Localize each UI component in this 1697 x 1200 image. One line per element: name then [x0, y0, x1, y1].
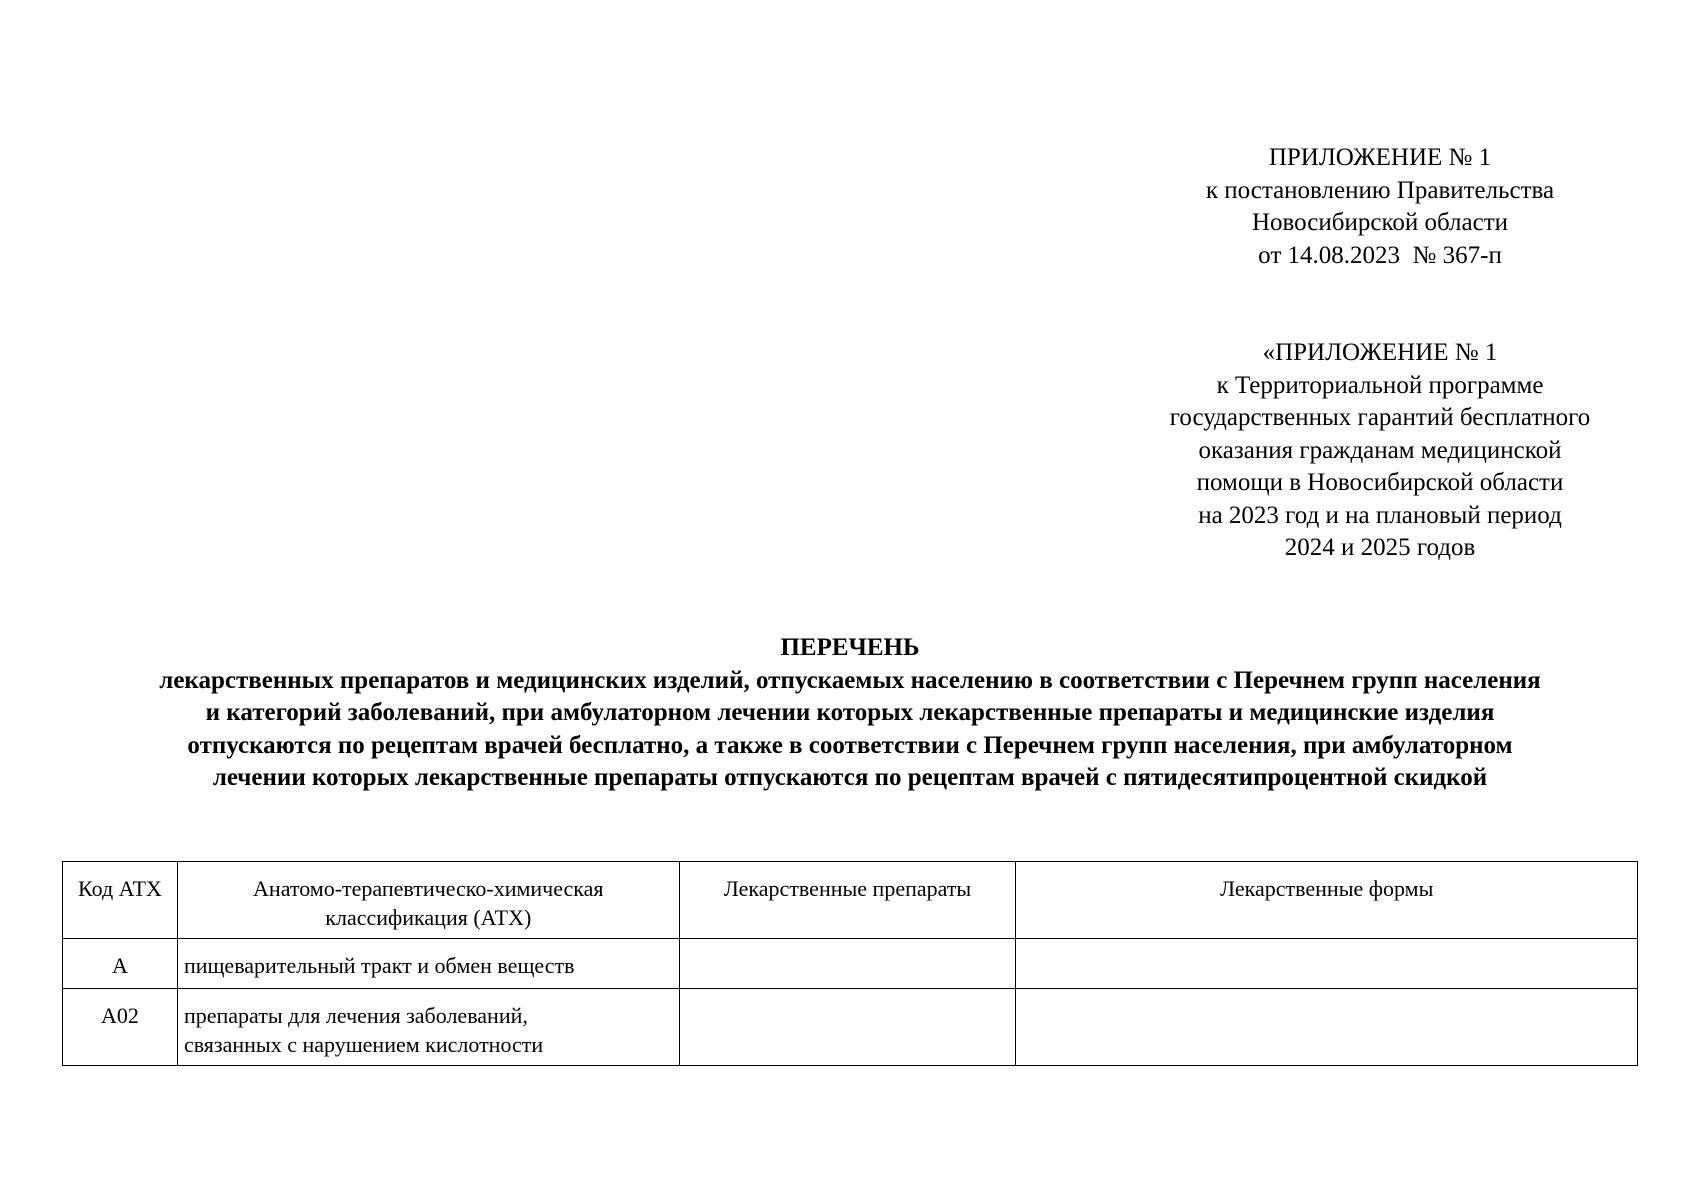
appendix-current-line: от 14.08.2023 № 367-п [1258, 241, 1502, 269]
cell-drugs [679, 989, 1016, 1066]
appendix-original-line: помощи в Новосибирской области [1196, 469, 1564, 496]
table-row [63, 939, 1638, 989]
title-line: отпускаются по рецептам врачей бесплатно, а также в соответствии с Перечнем групп населения, при амбулаторном [187, 731, 1513, 759]
title-line: лечении которых лекарственные препараты отпускаются по рецептам врачей с пятидесятипроцентной скидкой [212, 764, 1488, 791]
appendix-current-block [1110, 142, 1650, 272]
appendix-original-line: на 2023 год и на плановый период [1198, 501, 1562, 529]
cell-dosage-forms [1016, 939, 1638, 989]
appendix-current-line: к постановлению Правительства [1205, 176, 1555, 204]
cell-atx-code: А [63, 939, 178, 989]
table-row [63, 989, 1638, 1066]
cell-atx-classification: препараты для лечения заболеваний, связанных с нарушением кислотности [177, 989, 679, 1066]
appendix-original-block [1110, 337, 1650, 565]
cell-drugs [679, 939, 1016, 989]
cell-atx-code: А02 [63, 989, 178, 1066]
title-heading: ПЕРЕЧЕНЬ [780, 634, 920, 661]
atx-table [62, 861, 1638, 1066]
header-atx-code: Код АТХ [63, 862, 178, 939]
appendix-original-line: к Территориальной программе [1216, 371, 1544, 399]
title-line: и категорий заболеваний, при амбулаторном лечении которых лекарственные препараты и медицинские изделия [205, 699, 1495, 726]
appendix-original-line: 2024 и 2025 годов [1284, 534, 1476, 561]
appendix-original-line: оказания гражданам медицинской [1198, 436, 1562, 464]
cell-dosage-forms [1016, 989, 1638, 1066]
title-line: лекарственных препаратов и медицинских изделий, отпускаемых населению в соответствии с Перечнем групп населения [159, 666, 1541, 694]
header-dosage-forms: Лекарственные формы [1016, 862, 1638, 939]
table-header-row [63, 862, 1638, 939]
header-atx-classification: Анатомо-терапевтическо-химическая классификация (АТХ) [177, 862, 679, 939]
appendix-current-line: ПРИЛОЖЕНИЕ № 1 [1268, 144, 1492, 171]
document-title [40, 632, 1660, 795]
header-drugs: Лекарственные препараты [679, 862, 1016, 939]
appendix-current-line: Новосибирской области [1251, 209, 1509, 236]
appendix-original-line: «ПРИЛОЖЕНИЕ № 1 [1262, 339, 1498, 366]
cell-atx-classification: пищеварительный тракт и обмен веществ [177, 939, 679, 989]
appendix-original-line: государственных гарантий бесплатного [1169, 404, 1591, 431]
